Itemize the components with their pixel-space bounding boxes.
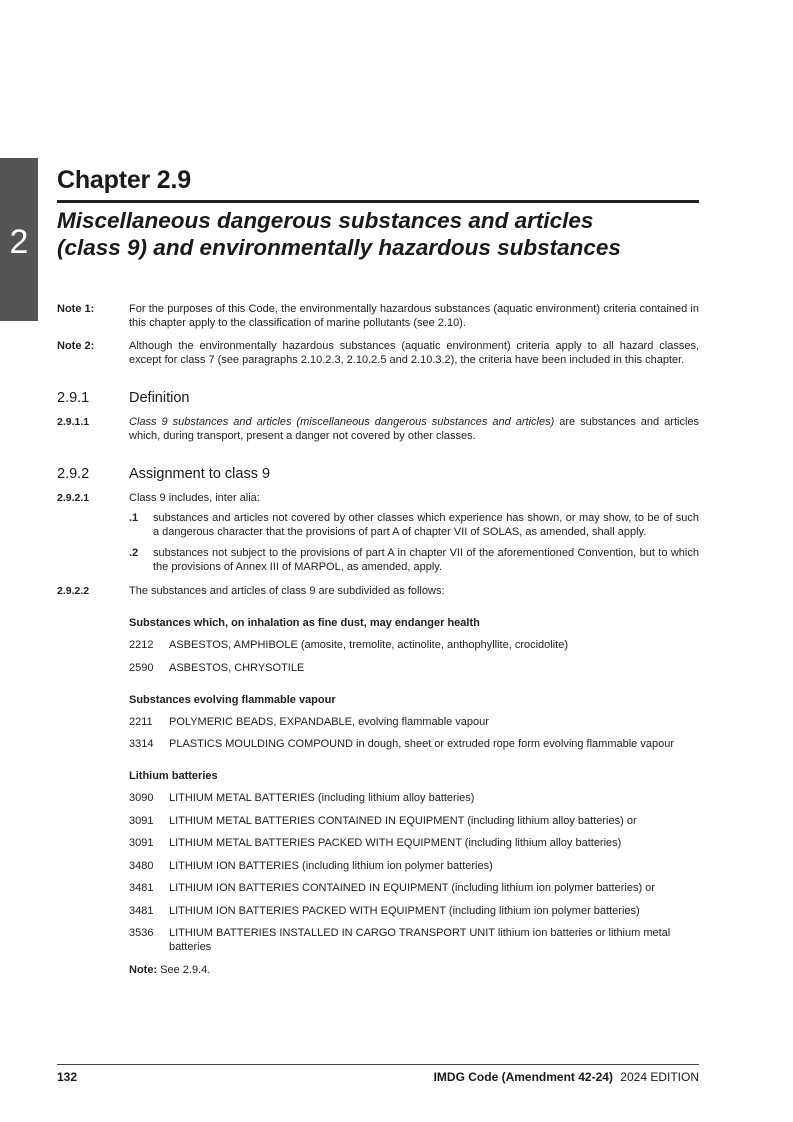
group-heading: Substances evolving flammable vapour xyxy=(129,693,336,706)
note-2 xyxy=(57,339,699,367)
un-entry xyxy=(129,904,699,918)
note-label: Note 1: xyxy=(57,303,95,315)
footer-code-title: IMDG Code (Amendment 42-24) xyxy=(433,1070,613,1084)
un-entry xyxy=(129,814,699,828)
un-entry-name: LITHIUM ION BATTERIES PACKED WITH EQUIPMENT (including lithium ion polymer batteries) xyxy=(169,904,640,917)
un-number: 3091 xyxy=(129,814,154,827)
paragraph-2-9-2-1 xyxy=(57,491,699,505)
un-entry-name: LITHIUM METAL BATTERIES CONTAINED IN EQUIPMENT (including lithium alloy batteries) or xyxy=(169,814,637,827)
paragraph-text: Class 9 includes, inter alia: xyxy=(129,492,260,504)
un-number: 3090 xyxy=(129,792,154,804)
un-entry-name: POLYMERIC BEADS, EXPANDABLE, evolving flammable vapour xyxy=(169,715,489,728)
page-number: 132 xyxy=(57,1070,78,1084)
sub-item-number: .2 xyxy=(129,547,139,559)
un-entry xyxy=(129,661,699,675)
section-title: Definition xyxy=(129,390,190,406)
chapter-subtitle-line-1: Miscellaneous dangerous substances and articles xyxy=(57,208,594,233)
chapter-title-rule xyxy=(57,200,699,203)
un-entry-name: LITHIUM ION BATTERIES CONTAINED IN EQUIPMENT (including lithium ion polymer batteries) or xyxy=(169,882,655,894)
un-entry-name: LITHIUM METAL BATTERIES (including lithium alloy batteries) xyxy=(169,792,475,804)
page-content xyxy=(57,302,699,977)
un-entry-name: LITHIUM BATTERIES INSTALLED IN CARGO TRANSPORT UNIT lithium ion batteries or lithium metal batteries xyxy=(169,927,671,953)
un-entry xyxy=(129,737,699,751)
paragraph-number: 2.9.1.1 xyxy=(57,416,90,428)
group-heading: Substances which, on inhalation as fine dust, may endanger health xyxy=(129,617,480,629)
note-text: Although the environmentally hazardous substances (aquatic environment) criteria apply to all hazard classes, except for class 7 (see paragraphs 2.10.2.3, 2.10.2.5 and 2.10.3.2), the criteria have been included in this chapter. xyxy=(129,340,699,366)
un-entry xyxy=(129,715,699,729)
un-entry-name: ASBESTOS, AMPHIBOLE (amosite, tremolite, actinolite, anthophyllite, crocidolite) xyxy=(169,639,569,651)
group-heading: Lithium batteries xyxy=(129,770,218,782)
un-number: 2212 xyxy=(129,639,154,651)
sub-item-list xyxy=(129,511,699,574)
un-number: 3091 xyxy=(129,837,154,849)
un-entry xyxy=(129,836,699,850)
un-entry xyxy=(129,791,699,805)
sub-item-text: substances not subject to the provisions of part A in chapter VII of the aforementioned Convention, but to which the provisions of Annex III of MARPOL, as amended, apply. xyxy=(153,547,699,573)
paragraph-text: The substances and articles of class 9 are subdivided as follows: xyxy=(129,585,445,597)
chapter-tab-number: 2 xyxy=(9,223,29,261)
un-number: 2590 xyxy=(129,661,154,674)
section-title: Assignment to class 9 xyxy=(129,466,271,482)
un-entry-name: ASBESTOS, CHRYSOTILE xyxy=(169,661,305,674)
chapter-subtitle-line-2: (class 9) and environmentally hazardous substances xyxy=(57,235,621,260)
chapter-side-tab xyxy=(0,158,38,321)
section-heading-2-9-1 xyxy=(57,391,699,405)
section-number: 2.9.2 xyxy=(57,466,90,482)
chapter-subtitle xyxy=(57,207,717,261)
un-number: 3480 xyxy=(129,859,154,872)
defined-term: Class 9 substances and articles (miscellaneous dangerous substances and articles) xyxy=(129,416,555,428)
un-number: 3481 xyxy=(129,882,154,894)
un-entry xyxy=(129,926,699,954)
sub-item-text: substances and articles not covered by other classes which experience has shown, or may show, to be of such a dangerous character that the provisions of part A of chapter VII of SOLAS, as amended, shall apply. xyxy=(153,512,699,538)
sub-item xyxy=(129,546,699,574)
note-1 xyxy=(57,302,699,330)
un-entry xyxy=(129,859,699,873)
un-number: 3536 xyxy=(129,927,154,939)
paragraph-number: 2.9.2.1 xyxy=(57,492,90,504)
final-note-label: Note: xyxy=(129,963,158,976)
un-number: 3314 xyxy=(129,738,154,750)
un-entry-name: PLASTICS MOULDING COMPOUND in dough, sheet or extruded rope form evolving flammable vapour xyxy=(169,738,674,750)
un-number: 3481 xyxy=(129,904,154,917)
footer-edition: 2024 EDITION xyxy=(620,1070,699,1084)
footer-publication-title xyxy=(434,1070,699,1084)
section-heading-2-9-2 xyxy=(57,467,699,481)
un-entry xyxy=(129,881,699,895)
sub-item xyxy=(129,511,699,539)
section-number: 2.9.1 xyxy=(57,390,90,406)
paragraph-2-9-1-1 xyxy=(57,415,699,443)
chapter-title: Chapter 2.9 xyxy=(57,166,191,194)
note-label: Note 2: xyxy=(57,340,95,352)
final-note xyxy=(129,963,699,977)
final-note-text: See 2.9.4. xyxy=(157,963,211,976)
un-entry-name: LITHIUM METAL BATTERIES PACKED WITH EQUIPMENT (including lithium alloy batteries) xyxy=(169,837,622,849)
un-entry-name: LITHIUM ION BATTERIES (including lithium ion polymer batteries) xyxy=(169,859,493,872)
un-number: 2211 xyxy=(129,715,153,728)
note-text: For the purposes of this Code, the environmentally hazardous substances (aquatic environment) criteria contained in this chapter apply to the classification of marine pollutants (see 2.10). xyxy=(129,303,699,329)
footer-rule xyxy=(57,1064,699,1065)
un-entry xyxy=(129,638,699,652)
paragraph-number: 2.9.2.2 xyxy=(57,585,90,597)
paragraph-text: Class 9 substances and articles (miscellaneous dangerous substances and articles) are substances and articles which, during transport, present a danger not covered by other classes. xyxy=(129,416,699,442)
sub-item-number: .1 xyxy=(129,512,139,524)
paragraph-2-9-2-2 xyxy=(57,584,699,598)
